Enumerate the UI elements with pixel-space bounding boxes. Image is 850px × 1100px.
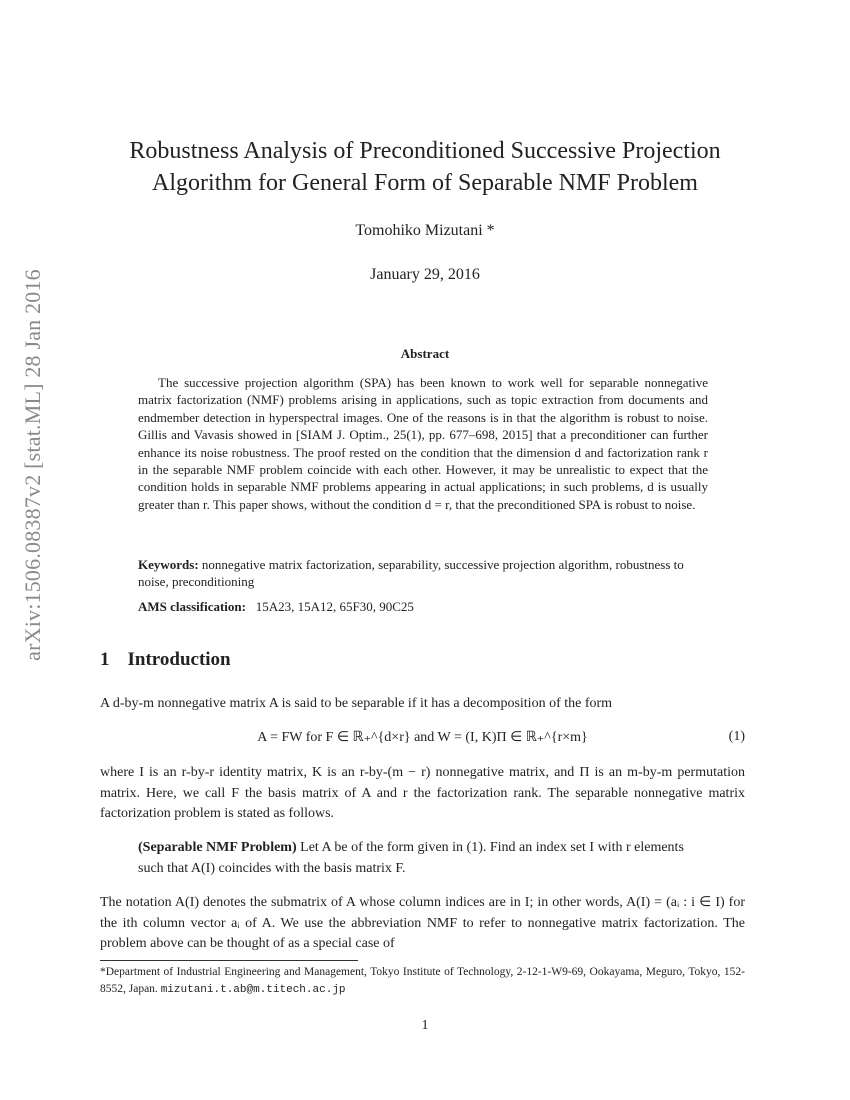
problem-label: (Separable NMF Problem) [138,840,297,855]
equation-number: (1) [728,729,745,744]
footnote-divider [100,960,358,961]
footnote-email: mizutani.t.ab@m.titech.ac.jp [160,983,346,996]
arxiv-sidebar-stamp [14,265,52,665]
keywords-label: Keywords: [138,557,199,572]
problem-text: Let A be of the form given in (1). Find an index set I with r elements such that A(I) coincides with the basis matrix F. [138,840,684,876]
title-line-1: Robustness Analysis of Preconditioned Successive Projection [129,138,721,164]
ams-text: 15A23, 15A12, 65F30, 90C25 [255,599,414,614]
keywords-text: nonnegative matrix factorization, separability, successive projection algorithm, robustness to noise, preconditioning [138,557,684,590]
page-number: 1 [421,1018,429,1033]
abstract-text: The successive projection algorithm (SPA) has been known to work well for separable nonnegative matrix factorization (NMF) problems arising in applications, such as topic extraction from documents and endmember detection in hyperspectral images. One of the reasons is in that the algorithm is robust to noise. Gillis and Vavasis showed in [SIAM J. Optim., 25(1), pp. 677–698, 2015] that a preconditioner can further enhance its noise robustness. The proof rested on the condition that the dimension d and factorization rank r in the separable NMF problem coincide with each other. However, it may be unrealistic to expect that the condition holds in separable NMF problems appearing in actual applications; in such problems, d is usually greater than r. This paper shows, without the condition d = r, that the preconditioned SPA is robust to noise. [138,375,708,512]
equation-body: A = FW for F ∈ ℝ₊^{d×r} and W = (I, K)Π ∈ ℝ₊^{r×m} [257,730,588,745]
author: Tomohiko Mizutani * [355,222,495,239]
equation-1 [100,729,745,749]
intro-paragraph-3: The notation A(I) denotes the submatrix of A whose column indices are in I; in other words, A(I) = (aᵢ : i ∈ I) for the ith column vector aᵢ of A. We use the abbreviation NMF to refer to nonnegative matrix factorization. The problem above can be thought of as a special case of [100,895,745,951]
arxiv-id: arXiv:1506.08387v2 [stat.ML] 28 Jan 2016 [20,269,46,661]
ams-classification [138,598,710,615]
section-number: 1 [100,649,110,670]
paper-title [90,135,760,199]
ams-label: AMS classification: [138,599,246,614]
intro-paragraph-1: A d-by-m nonnegative matrix A is said to be separable if it has a decomposition of the form [100,696,613,711]
section-title: Introduction [127,649,231,670]
footnote-text: *Department of Industrial Engineering and Management, Tokyo Institute of Technology, 2-12-1-W9-69, Ookayama, Meguro, Tokyo, 152-8552, Japan. [100,966,745,995]
title-line-2: Algorithm for General Form of Separable NMF Problem [152,170,698,196]
keywords [138,556,710,591]
problem-statement [138,838,710,879]
abstract-heading: Abstract [400,346,450,361]
date: January 29, 2016 [370,266,480,283]
section-heading [100,649,231,671]
intro-paragraph-2: where I is an r-by-r identity matrix, K is an r-by-(m − r) nonnegative matrix, and Π is an m-by-m permutation matrix. Here, we call F the basis matrix of A and r the factorization rank. The separable nonnegative matrix factorization problem is stated as follows. [100,765,745,821]
footnote [100,964,745,998]
